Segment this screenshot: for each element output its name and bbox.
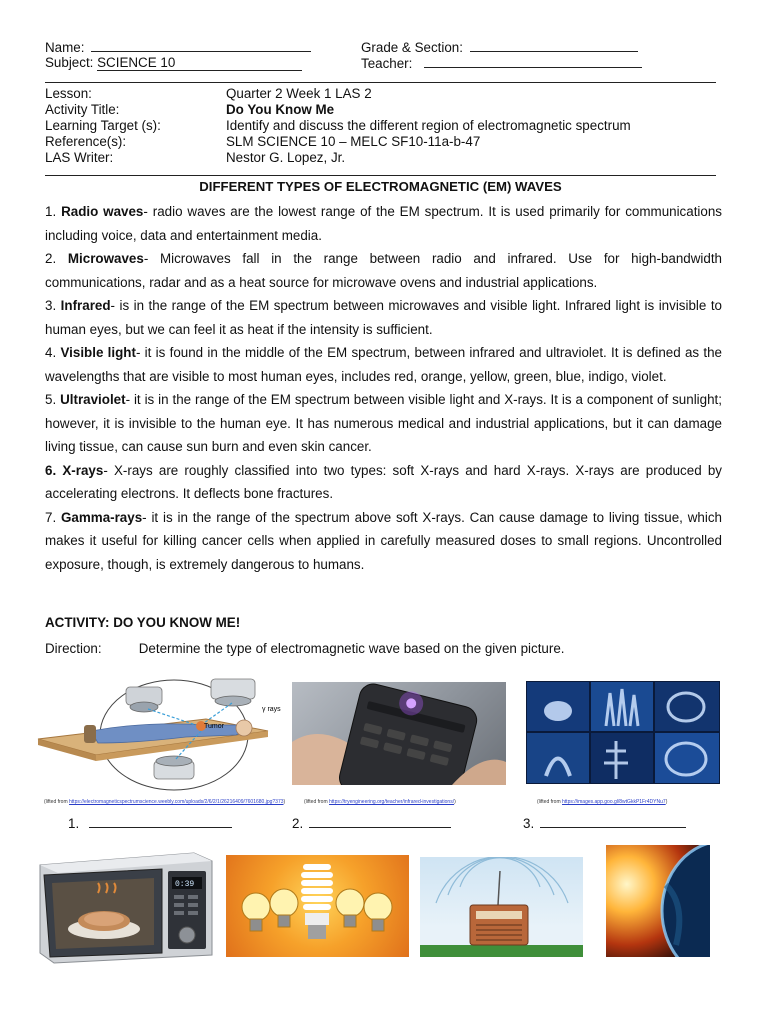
credit-prefix: (lifted from [304, 799, 330, 805]
credit-link[interactable]: https://tryengineering.org/teacher/infrared-investigations/ [329, 799, 455, 805]
teacher-row [361, 55, 642, 72]
direction-text: Determine the type of electromagnetic wave based on the given picture. [138, 641, 565, 656]
wave-term: Visible light [60, 345, 136, 360]
meta-value: Quarter 2 Week 1 LAS 2 [226, 86, 372, 101]
meta-label: Reference(s): [45, 134, 127, 149]
wave-text: - Microwaves fall in the range between radio and infrared. Use for high-bandwidth communications, radar and as a heat source for microwave ovens and industrial applications. [45, 251, 722, 290]
wave-item [45, 294, 722, 341]
name-row [45, 39, 311, 56]
meta-value: Nestor G. Lopez, Jr. [226, 150, 346, 165]
subject-label: Subject: [45, 55, 94, 70]
image-credit [304, 799, 456, 805]
activity-title-value: Do You Know Me [226, 102, 335, 117]
microwave-display: 0:39 [175, 880, 195, 889]
answer-number: 2. [292, 816, 304, 831]
credit-link[interactable]: https://electromagneticspectrumscience.weebly.com/uploads/2/6/2/1/26216409/7601680.jpg?373 [69, 799, 284, 805]
wave-text: - X-rays are roughly classified into two types: soft X-rays and hard X-rays. X-rays are produced by accelerating electrons. It deflects bone fractures. [45, 462, 722, 501]
wave-term: Gamma-rays [61, 509, 143, 525]
image-credit [537, 799, 667, 805]
gamma-therapy-image [36, 673, 288, 793]
teacher-blank[interactable] [424, 55, 642, 68]
answer-line-2 [292, 815, 451, 831]
meta-label: Activity Title: [45, 102, 120, 117]
section-title: DIFFERENT TYPES OF ELECTROMAGNETIC (EM) WAVES [199, 179, 562, 194]
wave-number: 6. [45, 462, 57, 478]
subject-value: SCIENCE 10 [97, 56, 302, 71]
credit-suffix: ) [665, 799, 668, 805]
wave-text: - it is in the range of the spectrum above soft X-rays. Can cause damage to living tissue, which makes it useful for killing cancer cells when applied in carefully measured doses to small regions. Uncontrolled exposure, though, is extremely dangerous to humans. [45, 509, 722, 572]
meta-label: Learning Target (s): [45, 118, 161, 133]
wave-descriptions [45, 200, 722, 576]
wave-text: - is in the range of the EM spectrum between microwaves and visible light. Infrared light is invisible to human eyes, but we can feel it as heat if the intensity is sufficient. [45, 298, 722, 337]
infrared-remote-image [292, 682, 506, 785]
header-divider [45, 82, 716, 83]
direction-label: Direction: [45, 641, 102, 656]
answer-blank[interactable] [540, 815, 686, 828]
wave-number: 1. [45, 204, 57, 219]
wave-number: 3. [45, 298, 57, 313]
grade-blank[interactable] [470, 39, 638, 52]
wave-term: X-rays [62, 462, 104, 478]
wave-number: 2. [45, 251, 57, 266]
credit-suffix: ) [454, 799, 456, 805]
gamma-rays-label: γ rays [262, 706, 281, 713]
image-credit [44, 799, 285, 805]
grade-row [361, 39, 638, 56]
credit-prefix: (lifted from [44, 799, 70, 805]
wave-text: - it is found in the middle of the EM spectrum, between infrared and ultraviolet. It is defined as the wavelengths that are visible to most human eyes, includes red, orange, yellow, green, blue, indigo, violet. [45, 345, 722, 384]
tumor-label: Tumor [204, 723, 224, 730]
answer-line-3 [523, 815, 686, 831]
answer-number: 1. [68, 816, 80, 831]
wave-term: Microwaves [67, 251, 144, 266]
credit-link[interactable]: https://images.app.goo.gl/8wtGkkP1Fr4DYNu7 [562, 799, 666, 805]
xray-collage-image [526, 681, 720, 784]
teacher-label: Teacher: [361, 56, 413, 71]
sun-uv-image [606, 845, 710, 957]
meta-label: Lesson: [45, 86, 92, 101]
meta-value: Identify and discuss the different region of electromagnetic spectrum [226, 118, 631, 133]
wave-number: 4. [45, 345, 57, 360]
wave-number: 5. [45, 392, 57, 407]
name-label: Name: [45, 40, 85, 55]
credit-prefix: (lifted from [537, 799, 563, 805]
wave-text: - it is in the range of the EM spectrum between visible light and X-rays. It is a component of sunlight; however, it is invisible to the human eye. It has numerous medical and industrial applications, but it can damage living tissue, can cause sun burn and even skin cancer. [45, 392, 722, 454]
name-blank[interactable] [91, 39, 311, 52]
wave-text: - radio waves are the lowest range of the EM spectrum. It is used primarily for communications including voice, data and entertainment media. [45, 204, 722, 243]
meta-value: SLM SCIENCE 10 – MELC SF10-11a-b-47 [226, 134, 481, 149]
subject-row [45, 55, 302, 71]
wave-item [45, 200, 722, 247]
wave-item [45, 247, 722, 294]
credit-suffix: ) [283, 799, 286, 805]
meta-label: LAS Writer: [45, 150, 114, 165]
radio-image [420, 857, 583, 957]
light-bulbs-image [226, 855, 409, 957]
wave-term: Radio waves [61, 204, 144, 219]
answer-line-1 [68, 815, 232, 831]
wave-term: Infrared [60, 298, 111, 313]
wave-term: Ultraviolet [60, 392, 126, 407]
answer-blank[interactable] [89, 815, 232, 828]
answer-number: 3. [523, 816, 535, 831]
wave-number: 7. [45, 509, 57, 525]
meta-divider [45, 175, 716, 176]
activity-title: ACTIVITY: DO YOU KNOW ME! [45, 615, 241, 630]
wave-item [45, 341, 722, 388]
wave-item [45, 388, 722, 459]
grade-label: Grade & Section: [361, 40, 463, 55]
wave-item [45, 506, 722, 577]
direction-row [45, 641, 565, 656]
answer-blank[interactable] [309, 815, 451, 828]
wave-item [45, 459, 722, 506]
microwave-oven-image [34, 845, 216, 965]
